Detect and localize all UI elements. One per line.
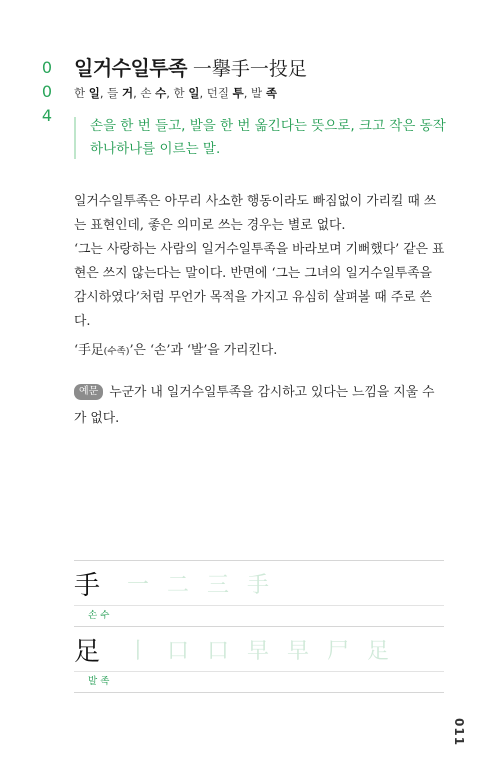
stroke-row <box>74 627 444 671</box>
note-reading: (수족) <box>103 346 130 357</box>
character-gloss <box>74 85 277 101</box>
stroke-step: 早 <box>286 638 309 664</box>
entry-number <box>40 56 54 128</box>
gloss-key: 투 <box>232 86 244 100</box>
stroke-step: 口 <box>166 638 189 664</box>
entry-number-digit: 0 <box>41 82 53 101</box>
gloss-key: 수 <box>155 86 167 100</box>
stroke-step: 三 <box>206 572 229 598</box>
entry-title <box>74 52 307 81</box>
example-text: 누군가 내 일거수일투족을 감시하고 있다는 느낌을 지울 수가 없다. <box>74 385 435 426</box>
entry-number-digit: 4 <box>41 106 53 125</box>
gloss-key: 일 <box>88 86 100 100</box>
stroke-step: 早 <box>246 638 269 664</box>
gloss-text: , 손 <box>133 86 156 100</box>
definition-bar <box>74 117 76 159</box>
gloss-text: , 던질 <box>199 86 233 100</box>
practice-label: 손 수 <box>74 605 444 627</box>
stroke-row <box>74 561 444 605</box>
practice-label: 발 족 <box>74 671 444 693</box>
gloss-text: , 들 <box>99 86 122 100</box>
title-korean: 일거수일투족 <box>74 56 187 80</box>
gloss-key: 거 <box>121 86 134 100</box>
stroke-step: 足 <box>366 638 389 664</box>
hanja-note <box>74 339 277 358</box>
example-badge: 예문 <box>74 384 103 400</box>
gloss-text: , 한 <box>166 86 189 100</box>
gloss-text: , 발 <box>243 86 266 100</box>
stroke-step: 尸 <box>326 638 349 664</box>
explanation-paragraph: 일거수일투족은 아무리 사소한 행동이라도 빠짐없이 가리킬 때 쓰는 표현인데, 좋은 의미로 쓰는 경우는 별로 없다. <box>74 194 437 233</box>
entry-number-digit: 0 <box>41 58 53 77</box>
practice-character: 足 <box>74 636 101 667</box>
note-text: ’은 ‘손’과 ‘발’을 가리킨다. <box>129 343 278 358</box>
stroke-practice <box>74 560 444 693</box>
practice-character: 手 <box>74 570 101 601</box>
page-number: 011 <box>452 718 466 747</box>
title-hanja: 一擧手一投足 <box>192 58 307 80</box>
gloss-text: 한 <box>74 86 89 100</box>
note-text: ‘手足 <box>74 343 104 358</box>
stroke-step: 手 <box>246 572 269 598</box>
example-sentence <box>74 380 446 432</box>
gloss-key: 족 <box>265 86 277 100</box>
stroke-step: 口 <box>206 638 229 664</box>
stroke-step: 一 <box>126 572 149 598</box>
stroke-step: 二 <box>166 572 189 598</box>
definition: 손을 한 번 들고, 발을 한 번 옮긴다는 뜻으로, 크고 작은 동작 하나하나를 이르는 말. <box>90 118 446 157</box>
explanation <box>74 190 446 334</box>
gloss-key: 일 <box>188 86 200 100</box>
explanation-paragraph: ‘그는 사랑하는 사람의 일거수일투족을 바라보며 기뻐했다’ 같은 표현은 쓰지 않는다는 말이다. 반면에 ‘그는 그녀의 일거수일투족을 감시하였다’처럼 무언가 목적을 가지고 유심히 살펴볼 때 주로 쓴다. <box>74 242 445 329</box>
stroke-step: 丨 <box>126 638 149 664</box>
